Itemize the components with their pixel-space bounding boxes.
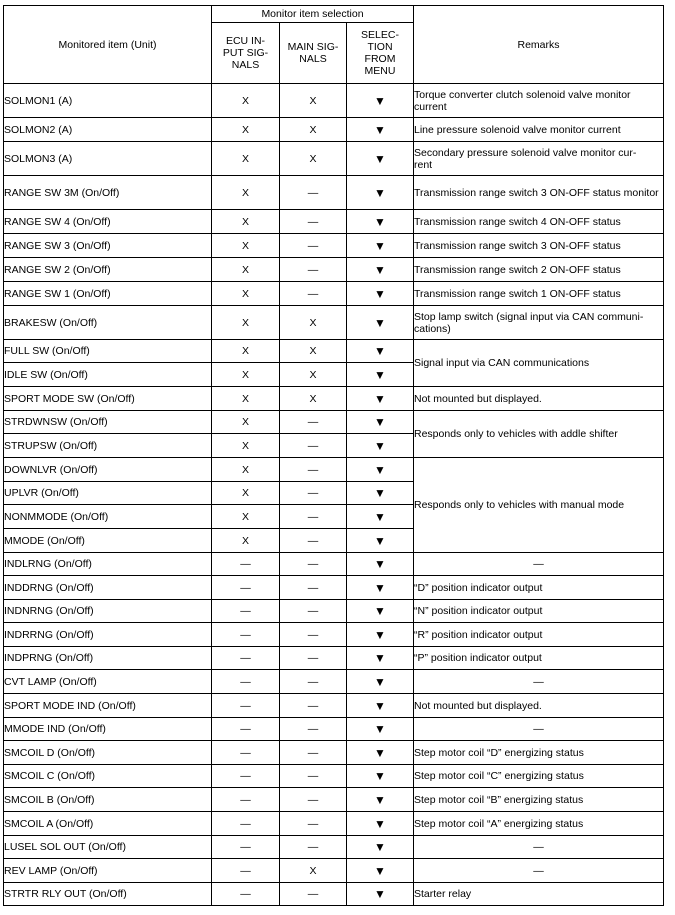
monitored-item-cell: FULL SW (On/Off) xyxy=(4,340,212,363)
monitored-item-cell: RANGE SW 3 (On/Off) xyxy=(4,234,212,258)
main-signal-cell: X xyxy=(280,363,347,387)
selection-from-menu-cell: ▼ xyxy=(347,529,414,553)
remarks-cell: Responds only to vehicles with addle shifter xyxy=(414,411,664,458)
remarks-cell: — xyxy=(414,859,664,883)
table-row xyxy=(4,741,664,765)
monitored-item-cell: MMODE (On/Off) xyxy=(4,529,212,553)
selection-from-menu-cell: ▼ xyxy=(347,836,414,859)
monitored-item-cell: UPLVR (On/Off) xyxy=(4,482,212,505)
ecu-input-signal-cell: X xyxy=(212,176,280,210)
remarks-cell: Step motor coil “B” energizing status xyxy=(414,788,664,812)
monitored-item-cell: RANGE SW 3M (On/Off) xyxy=(4,176,212,210)
ecu-input-signal-cell: X xyxy=(212,282,280,306)
monitored-item-cell: STRUPSW (On/Off) xyxy=(4,434,212,458)
selection-from-menu-cell: ▼ xyxy=(347,306,414,340)
monitored-item-cell: IDLE SW (On/Off) xyxy=(4,363,212,387)
selection-from-menu-cell: ▼ xyxy=(347,859,414,883)
monitored-item-cell: RANGE SW 1 (On/Off) xyxy=(4,282,212,306)
table-row xyxy=(4,623,664,647)
table-row xyxy=(4,142,664,176)
selection-from-menu-cell: ▼ xyxy=(347,118,414,142)
ecu-input-signal-cell: — xyxy=(212,576,280,600)
selection-from-menu-cell: ▼ xyxy=(347,576,414,600)
selection-from-menu-cell: ▼ xyxy=(347,741,414,765)
main-signal-cell: — xyxy=(280,234,347,258)
main-signal-cell: — xyxy=(280,210,347,234)
ecu-input-signal-cell: — xyxy=(212,741,280,765)
table-row xyxy=(4,718,664,741)
monitored-item-cell: INDPRNG (On/Off) xyxy=(4,647,212,670)
selection-from-menu-cell: ▼ xyxy=(347,670,414,694)
ecu-input-signal-cell: — xyxy=(212,600,280,623)
table-row xyxy=(4,118,664,142)
ecu-input-signal-cell: — xyxy=(212,788,280,812)
remarks-cell: Transmission range switch 2 ON-OFF status xyxy=(414,258,664,282)
ecu-input-signal-cell: — xyxy=(212,812,280,836)
table-row xyxy=(4,883,664,906)
ecu-input-signal-cell: X xyxy=(212,387,280,411)
selection-from-menu-cell: ▼ xyxy=(347,553,414,576)
table-row xyxy=(4,788,664,812)
monitored-item-cell: SPORT MODE IND (On/Off) xyxy=(4,694,212,718)
ecu-input-signal-cell: X xyxy=(212,529,280,553)
main-signal-cell: X xyxy=(280,142,347,176)
selection-from-menu-cell: ▼ xyxy=(347,600,414,623)
table-row xyxy=(4,765,664,788)
remarks-cell: — xyxy=(414,836,664,859)
ecu-input-signal-cell: X xyxy=(212,84,280,118)
main-signal-cell: X xyxy=(280,859,347,883)
main-signal-cell: — xyxy=(280,434,347,458)
monitor-item-table xyxy=(3,5,664,906)
ecu-input-signal-cell: X xyxy=(212,505,280,529)
table-row xyxy=(4,306,664,340)
ecu-input-signal-cell: X xyxy=(212,142,280,176)
table-row xyxy=(4,647,664,670)
monitored-item-cell: SPORT MODE SW (On/Off) xyxy=(4,387,212,411)
ecu-input-signal-cell: — xyxy=(212,694,280,718)
table-row xyxy=(4,387,664,411)
ecu-input-signal-cell: X xyxy=(212,458,280,482)
selection-from-menu-cell: ▼ xyxy=(347,210,414,234)
remarks-cell: Secondary pressure solenoid valve monitor cur- rent xyxy=(414,142,664,176)
monitored-item-cell: RANGE SW 2 (On/Off) xyxy=(4,258,212,282)
selection-from-menu-cell: ▼ xyxy=(347,458,414,482)
ecu-input-signal-cell: — xyxy=(212,836,280,859)
table-row xyxy=(4,600,664,623)
header-ecu-input-signals: ECU IN- PUT SIG- NALS xyxy=(212,23,280,84)
ecu-input-signal-cell: X xyxy=(212,340,280,363)
selection-from-menu-cell: ▼ xyxy=(347,812,414,836)
header-monitor-item-selection: Monitor item selection xyxy=(212,6,414,23)
main-signal-cell: — xyxy=(280,765,347,788)
ecu-input-signal-cell: — xyxy=(212,670,280,694)
main-signal-cell: X xyxy=(280,306,347,340)
table-row xyxy=(4,411,664,434)
ecu-input-signal-cell: — xyxy=(212,765,280,788)
selection-from-menu-cell: ▼ xyxy=(347,788,414,812)
selection-from-menu-cell: ▼ xyxy=(347,694,414,718)
main-signal-cell: — xyxy=(280,741,347,765)
header-main-signals: MAIN SIG- NALS xyxy=(280,23,347,84)
table-row xyxy=(4,340,664,363)
ecu-input-signal-cell: X xyxy=(212,234,280,258)
remarks-cell: Stop lamp switch (signal input via CAN communi- cations) xyxy=(414,306,664,340)
monitored-item-cell: SMCOIL A (On/Off) xyxy=(4,812,212,836)
main-signal-cell: — xyxy=(280,505,347,529)
table-row xyxy=(4,282,664,306)
selection-from-menu-cell: ▼ xyxy=(347,142,414,176)
remarks-cell: Not mounted but displayed. xyxy=(414,387,664,411)
monitored-item-cell: SMCOIL D (On/Off) xyxy=(4,741,212,765)
selection-from-menu-cell: ▼ xyxy=(347,176,414,210)
table-row xyxy=(4,458,664,482)
table-row xyxy=(4,836,664,859)
main-signal-cell: — xyxy=(280,812,347,836)
remarks-cell: Torque converter clutch solenoid valve monitor current xyxy=(414,84,664,118)
main-signal-cell: — xyxy=(280,411,347,434)
main-signal-cell: — xyxy=(280,482,347,505)
main-signal-cell: — xyxy=(280,670,347,694)
monitored-item-cell: NONMMODE (On/Off) xyxy=(4,505,212,529)
selection-from-menu-cell: ▼ xyxy=(347,883,414,906)
main-signal-cell: — xyxy=(280,282,347,306)
main-signal-cell: — xyxy=(280,647,347,670)
remarks-cell: — xyxy=(414,670,664,694)
header-remarks: Remarks xyxy=(414,6,664,84)
ecu-input-signal-cell: — xyxy=(212,718,280,741)
monitored-item-cell: CVT LAMP (On/Off) xyxy=(4,670,212,694)
monitored-item-cell: SOLMON3 (A) xyxy=(4,142,212,176)
remarks-cell: Transmission range switch 1 ON-OFF status xyxy=(414,282,664,306)
table-row xyxy=(4,859,664,883)
main-signal-cell: — xyxy=(280,788,347,812)
remarks-cell: Signal input via CAN communications xyxy=(414,340,664,387)
remarks-cell: Transmission range switch 3 ON-OFF status xyxy=(414,234,664,258)
main-signal-cell: — xyxy=(280,883,347,906)
ecu-input-signal-cell: — xyxy=(212,553,280,576)
main-signal-cell: — xyxy=(280,176,347,210)
table-row xyxy=(4,694,664,718)
monitored-item-cell: SMCOIL C (On/Off) xyxy=(4,765,212,788)
selection-from-menu-cell: ▼ xyxy=(347,718,414,741)
table-row xyxy=(4,84,664,118)
main-signal-cell: — xyxy=(280,623,347,647)
ecu-input-signal-cell: — xyxy=(212,623,280,647)
table-row xyxy=(4,812,664,836)
header-monitored-item: Monitored item (Unit) xyxy=(4,6,212,84)
remarks-cell: “P” position indicator output xyxy=(414,647,664,670)
remarks-cell: Starter relay xyxy=(414,883,664,906)
monitored-item-cell: SMCOIL B (On/Off) xyxy=(4,788,212,812)
remarks-cell: Not mounted but displayed. xyxy=(414,694,664,718)
selection-from-menu-cell: ▼ xyxy=(347,340,414,363)
monitored-item-cell: BRAKESW (On/Off) xyxy=(4,306,212,340)
monitored-item-cell: INDLRNG (On/Off) xyxy=(4,553,212,576)
remarks-cell: “R” position indicator output xyxy=(414,623,664,647)
table-row xyxy=(4,176,664,210)
monitored-item-cell: LUSEL SOL OUT (On/Off) xyxy=(4,836,212,859)
monitored-item-cell: DOWNLVR (On/Off) xyxy=(4,458,212,482)
header-selection-from-menu: SELEC- TION FROM MENU xyxy=(347,23,414,84)
monitored-item-cell: MMODE IND (On/Off) xyxy=(4,718,212,741)
table-row xyxy=(4,234,664,258)
table-row xyxy=(4,670,664,694)
ecu-input-signal-cell: — xyxy=(212,859,280,883)
main-signal-cell: X xyxy=(280,387,347,411)
ecu-input-signal-cell: — xyxy=(212,883,280,906)
selection-from-menu-cell: ▼ xyxy=(347,282,414,306)
selection-from-menu-cell: ▼ xyxy=(347,258,414,282)
selection-from-menu-cell: ▼ xyxy=(347,84,414,118)
main-signal-cell: — xyxy=(280,836,347,859)
table-header xyxy=(4,6,664,84)
monitored-item-cell: SOLMON1 (A) xyxy=(4,84,212,118)
ecu-input-signal-cell: X xyxy=(212,411,280,434)
main-signal-cell: X xyxy=(280,340,347,363)
selection-from-menu-cell: ▼ xyxy=(347,234,414,258)
monitored-item-cell: STRTR RLY OUT (On/Off) xyxy=(4,883,212,906)
monitored-item-cell: REV LAMP (On/Off) xyxy=(4,859,212,883)
ecu-input-signal-cell: X xyxy=(212,363,280,387)
selection-from-menu-cell: ▼ xyxy=(347,387,414,411)
main-signal-cell: — xyxy=(280,718,347,741)
table-row xyxy=(4,576,664,600)
main-signal-cell: — xyxy=(280,258,347,282)
selection-from-menu-cell: ▼ xyxy=(347,505,414,529)
ecu-input-signal-cell: X xyxy=(212,306,280,340)
ecu-input-signal-cell: X xyxy=(212,434,280,458)
selection-from-menu-cell: ▼ xyxy=(347,363,414,387)
selection-from-menu-cell: ▼ xyxy=(347,765,414,788)
remarks-cell: — xyxy=(414,553,664,576)
ecu-input-signal-cell: X xyxy=(212,118,280,142)
table-row xyxy=(4,210,664,234)
selection-from-menu-cell: ▼ xyxy=(347,623,414,647)
table-body xyxy=(4,84,664,906)
selection-from-menu-cell: ▼ xyxy=(347,482,414,505)
monitored-item-cell: INDDRNG (On/Off) xyxy=(4,576,212,600)
ecu-input-signal-cell: X xyxy=(212,482,280,505)
selection-from-menu-cell: ▼ xyxy=(347,434,414,458)
remarks-cell: Transmission range switch 3 ON-OFF status monitor xyxy=(414,176,664,210)
remarks-cell: “N” position indicator output xyxy=(414,600,664,623)
monitored-item-cell: RANGE SW 4 (On/Off) xyxy=(4,210,212,234)
remarks-cell: Responds only to vehicles with manual mode xyxy=(414,458,664,553)
remarks-cell: Step motor coil “A” energizing status xyxy=(414,812,664,836)
main-signal-cell: — xyxy=(280,553,347,576)
main-signal-cell: — xyxy=(280,600,347,623)
main-signal-cell: X xyxy=(280,118,347,142)
main-signal-cell: — xyxy=(280,694,347,718)
selection-from-menu-cell: ▼ xyxy=(347,411,414,434)
monitored-item-cell: INDNRNG (On/Off) xyxy=(4,600,212,623)
main-signal-cell: — xyxy=(280,529,347,553)
remarks-cell: Transmission range switch 4 ON-OFF status xyxy=(414,210,664,234)
ecu-input-signal-cell: X xyxy=(212,210,280,234)
monitored-item-cell: STRDWNSW (On/Off) xyxy=(4,411,212,434)
remarks-cell: — xyxy=(414,718,664,741)
remarks-cell: Line pressure solenoid valve monitor current xyxy=(414,118,664,142)
main-signal-cell: — xyxy=(280,576,347,600)
table-row xyxy=(4,258,664,282)
remarks-cell: Step motor coil “C” energizing status xyxy=(414,765,664,788)
ecu-input-signal-cell: X xyxy=(212,258,280,282)
monitored-item-cell: INDRRNG (On/Off) xyxy=(4,623,212,647)
main-signal-cell: X xyxy=(280,84,347,118)
remarks-cell: “D” position indicator output xyxy=(414,576,664,600)
monitored-item-cell: SOLMON2 (A) xyxy=(4,118,212,142)
selection-from-menu-cell: ▼ xyxy=(347,647,414,670)
ecu-input-signal-cell: — xyxy=(212,647,280,670)
remarks-cell: Step motor coil “D” energizing status xyxy=(414,741,664,765)
table-row xyxy=(4,553,664,576)
main-signal-cell: — xyxy=(280,458,347,482)
